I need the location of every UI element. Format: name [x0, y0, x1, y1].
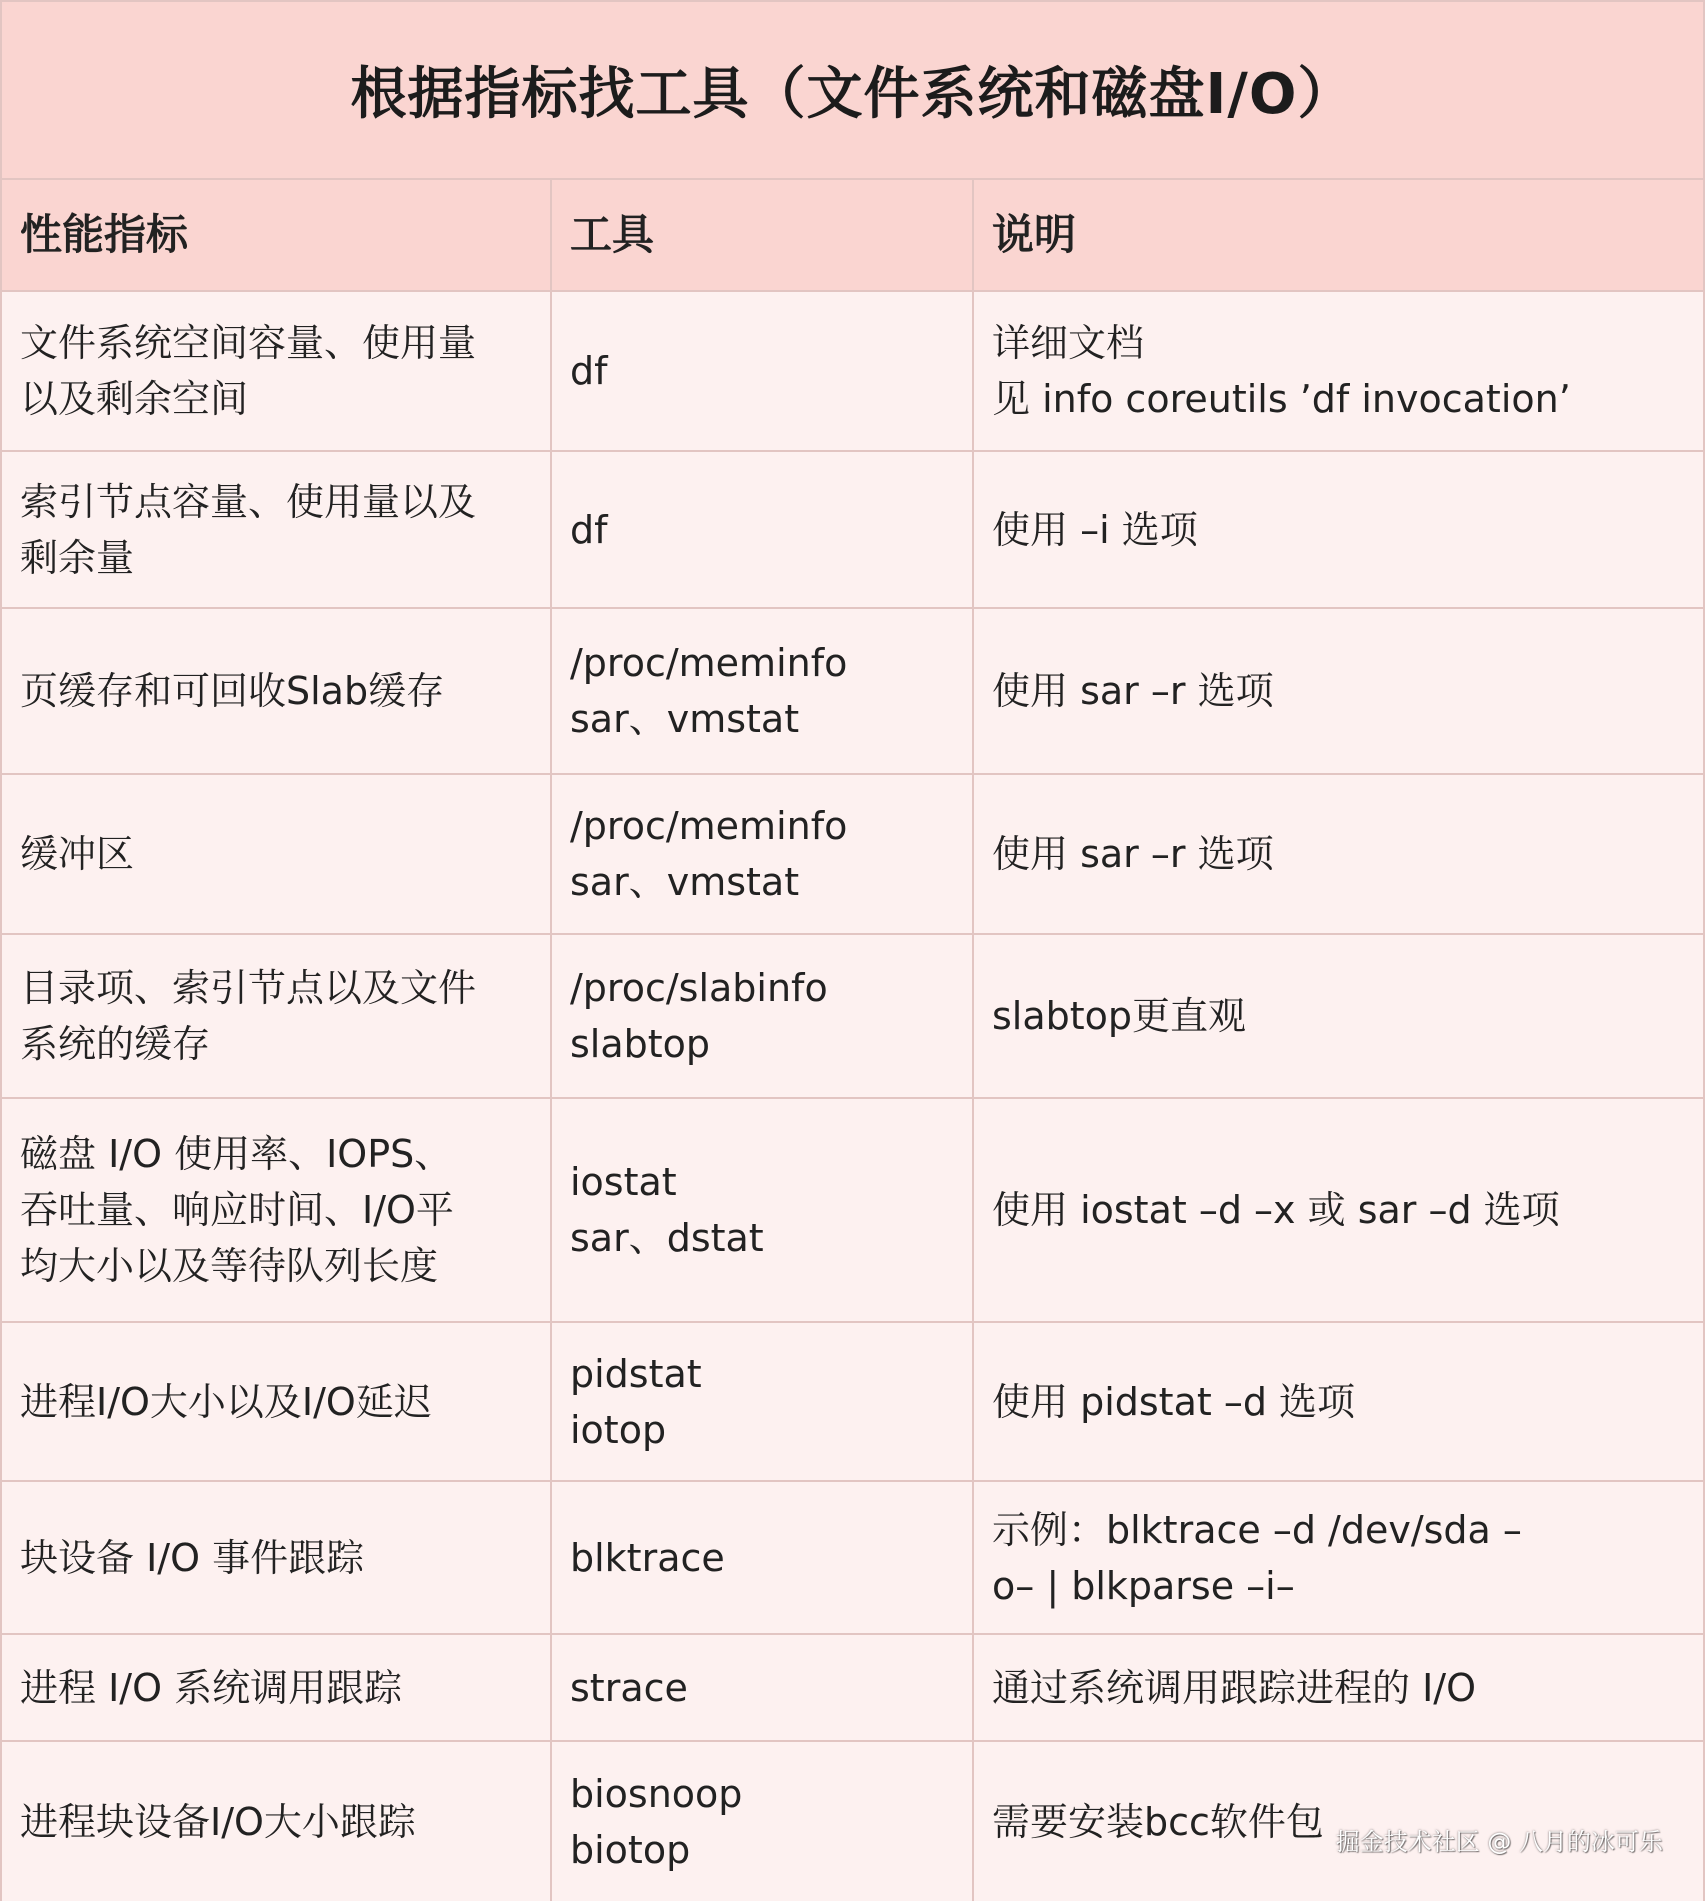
- tool-cell-line: biosnoop: [570, 1771, 743, 1816]
- tool-cell-line: strace: [570, 1665, 688, 1710]
- table-row: [2, 451, 1703, 608]
- metric-cell-line: 磁盘 I/O 使用率、IOPS、: [20, 1132, 453, 1176]
- metric-cell: [2, 1322, 551, 1481]
- notes-cell-line: 使用 pidstat –d 选项: [992, 1379, 1356, 1424]
- notes-cell-line: o– | blkparse –i–: [992, 1563, 1295, 1608]
- notes-cell-line: 使用 sar –r 选项: [992, 832, 1274, 876]
- notes-cell: [973, 451, 1703, 608]
- notes-cell-line: 示例：blktrace –d /dev/sda –: [992, 1507, 1522, 1552]
- tool-cell: [551, 1098, 973, 1322]
- metric-cell-line: 缓冲区: [20, 832, 135, 876]
- tool-cell-line: /proc/meminfo: [570, 804, 848, 848]
- metric-cell-line: 文件系统空间容量、使用量: [20, 321, 477, 365]
- metric-cell-line: 均大小以及等待队列长度: [20, 1244, 439, 1288]
- metric-cell: [2, 1741, 551, 1901]
- table-row: [2, 774, 1703, 934]
- tool-cell-line: sar、vmstat: [570, 697, 800, 741]
- table-row: [2, 1098, 1703, 1322]
- tool-cell-line: /proc/meminfo: [570, 641, 848, 685]
- tool-cell-line: slabtop: [570, 1022, 711, 1066]
- tool-cell: [551, 451, 973, 608]
- metric-cell-line: 块设备 I/O 事件跟踪: [20, 1535, 365, 1580]
- tool-cell-line: df: [570, 349, 608, 393]
- notes-cell: [973, 291, 1703, 451]
- metric-cell: [2, 291, 551, 451]
- metric-cell: [2, 1098, 551, 1322]
- tool-cell-line: iostat: [570, 1160, 677, 1204]
- notes-cell-line: 使用 –i 选项: [992, 507, 1198, 552]
- table-body: [2, 291, 1703, 1901]
- header-tool: 工具: [551, 180, 973, 291]
- notes-cell: [973, 774, 1703, 934]
- header-notes: 说明: [973, 180, 1703, 291]
- tool-cell-line: sar、vmstat: [570, 860, 800, 904]
- metric-cell-line: 进程块设备I/O大小跟踪: [20, 1799, 416, 1844]
- notes-cell-line: 通过系统调用跟踪进程的 I/O: [992, 1665, 1477, 1710]
- table-row: [2, 934, 1703, 1098]
- notes-cell: [973, 1741, 1703, 1901]
- tool-cell-line: biotop: [570, 1827, 691, 1872]
- tool-cell-line: df: [570, 507, 608, 552]
- watermark: 掘金技术社区 @ 八月的冰可乐: [1335, 1828, 1663, 1856]
- tool-cell: [551, 774, 973, 934]
- tool-cell: [551, 934, 973, 1098]
- notes-cell: [973, 1322, 1703, 1481]
- tool-cell-line: iotop: [570, 1407, 667, 1452]
- notes-cell-line: 使用 sar –r 选项: [992, 669, 1274, 713]
- notes-cell-line: slabtop更直观: [992, 994, 1247, 1038]
- tool-cell-line: sar、dstat: [570, 1216, 764, 1260]
- metric-cell-line: 系统的缓存: [20, 1022, 211, 1066]
- notes-cell-line: 需要安装bcc软件包: [992, 1799, 1324, 1844]
- metric-cell-line: 吞吐量、响应时间、I/O平: [20, 1188, 454, 1232]
- notes-cell-line: 使用 iostat –d –x 或 sar –d 选项: [992, 1188, 1560, 1232]
- metric-cell-line: 页缓存和可回收Slab缓存: [20, 669, 445, 713]
- notes-cell-line: 详细文档: [992, 321, 1145, 365]
- notes-cell: [973, 608, 1703, 774]
- metric-cell: [2, 1481, 551, 1634]
- metric-cell-line: 以及剩余空间: [20, 377, 249, 421]
- notes-cell: [973, 1634, 1703, 1741]
- metric-cell-line: 索引节点容量、使用量以及: [20, 479, 477, 524]
- tool-cell: [551, 1322, 973, 1481]
- table-row: [2, 1322, 1703, 1481]
- page-title: 根据指标找工具（文件系统和磁盘I/O）: [350, 62, 1355, 127]
- table-row: [2, 291, 1703, 451]
- tool-cell: [551, 1481, 973, 1634]
- metric-cell: [2, 934, 551, 1098]
- metric-cell-line: 进程I/O大小以及I/O延迟: [20, 1379, 432, 1424]
- header-metric: 性能指标: [2, 180, 551, 291]
- tool-cell-line: pidstat: [570, 1351, 702, 1396]
- table-header-row: [2, 180, 1703, 291]
- metric-cell-line: 进程 I/O 系统调用跟踪: [20, 1665, 403, 1710]
- metrics-table: [2, 180, 1703, 1901]
- notes-cell: [973, 934, 1703, 1098]
- metric-cell: [2, 1634, 551, 1741]
- table-row: [2, 608, 1703, 774]
- tool-cell-line: blktrace: [570, 1535, 725, 1580]
- metric-cell: [2, 451, 551, 608]
- notes-cell-line: 见 info coreutils ’df invocation’: [992, 377, 1571, 421]
- title-bar: [2, 2, 1703, 180]
- table-row: [2, 1634, 1703, 1741]
- metric-cell: [2, 608, 551, 774]
- tool-cell-line: /proc/slabinfo: [570, 966, 828, 1010]
- metric-cell-line: 目录项、索引节点以及文件: [20, 966, 477, 1010]
- table-row: [2, 1481, 1703, 1634]
- tool-cell: [551, 608, 973, 774]
- table-row: [2, 1741, 1703, 1901]
- notes-cell: [973, 1098, 1703, 1322]
- tool-cell: [551, 1634, 973, 1741]
- tool-cell: [551, 291, 973, 451]
- tool-cell: [551, 1741, 973, 1901]
- metric-cell: [2, 774, 551, 934]
- metric-cell-line: 剩余量: [20, 535, 135, 580]
- notes-cell: [973, 1481, 1703, 1634]
